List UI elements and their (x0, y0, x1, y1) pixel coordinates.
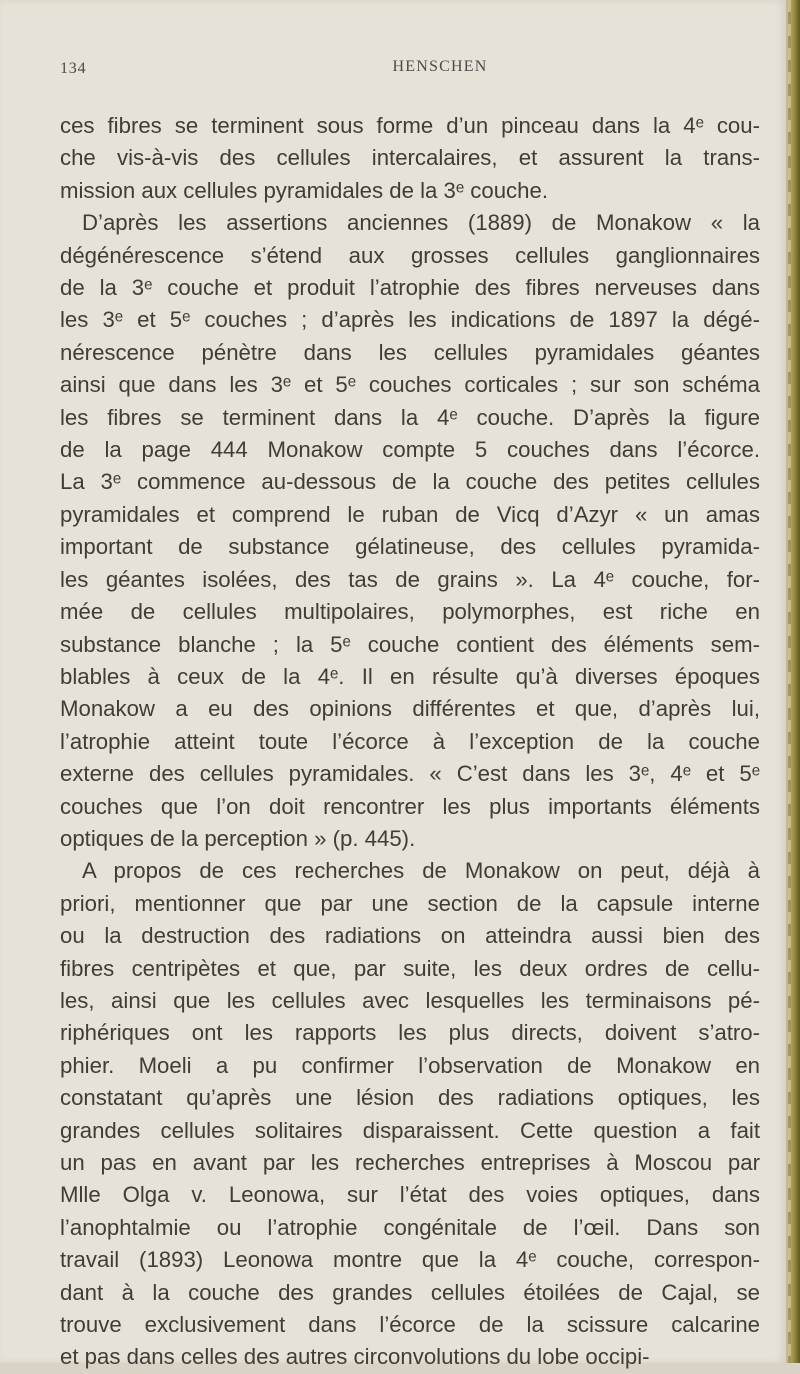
text-line: les géantes isolées, des tas de grains ». La 4ᵉ couche, for- (60, 566, 760, 592)
text-line: ces fibres se terminent sous forme d’un pinceau dans la 4ᵉ cou- (60, 113, 760, 138)
text-line: nérescence pénètre dans les cellules pyramidales géantes (60, 339, 760, 365)
text-line: important de substance gélatineuse, des cellules pyramida- (60, 534, 760, 560)
text-line: fibres centripètes et que, par suite, les deux ordres de cellu- (60, 955, 760, 981)
text-line: grandes cellules solitaires disparaissent. Cette question a fait (60, 1117, 760, 1143)
text-line: substance blanche ; la 5ᵉ couche contient des éléments sem- (60, 631, 760, 657)
text-line: riphériques ont les rapports les plus directs, doivent s’atro- (60, 1020, 760, 1046)
text-line: un pas en avant par les recherches entreprises à Moscou par (60, 1150, 760, 1175)
text-line: les 3ᵉ et 5ᵉ couches ; d’après les indications de 1897 la dégé- (60, 307, 760, 333)
page-number: 134 (60, 60, 87, 77)
text-line: optiques de la perception » (p. 445). (60, 825, 416, 851)
text-line: priori, mentionner que par une section de la capsule interne (60, 890, 760, 916)
text-line: ainsi que dans les 3ᵉ et 5ᵉ couches corticales ; sur son schéma (60, 372, 760, 398)
page-edge (786, 0, 800, 1363)
text-line: externe des cellules pyramidales. « C’est dans les 3ᵉ, 4ᵉ et 5ᵉ (60, 761, 760, 787)
text-line: mission aux cellules pyramidales de la 3ᵉ couche. (60, 177, 548, 203)
text-line: et pas dans celles des autres circonvolutions du lobe occipi- (60, 1344, 650, 1370)
text-line: l’anophtalmie ou l’atrophie congénitale de l’œil. Dans son (60, 1214, 760, 1240)
text-line: D’après les assertions anciennes (1889) de Monakow « la (82, 210, 760, 236)
text-line: couches que l’on doit rencontrer les plus importants éléments (60, 793, 760, 819)
text-line: pyramidales et comprend le ruban de Vicq d’Azyr « un amas (60, 501, 760, 527)
text-line: A propos de ces recherches de Monakow on peut, déjà à (82, 858, 760, 884)
text-line: Monakow a eu des opinions différentes et que, d’après lui, (60, 696, 760, 722)
text-line: dégénérescence s’étend aux grosses cellules ganglionnaires (60, 242, 760, 268)
body-text (60, 110, 760, 1374)
text-line: che vis-à-vis des cellules intercalaires, et assurent la trans- (60, 145, 760, 171)
text-line: mée de cellules multipolaires, polymorphes, est riche en (60, 599, 760, 625)
text-line: Mlle Olga v. Leonowa, sur l’état des voies optiques, dans (60, 1182, 760, 1208)
text-line: ou la destruction des radiations on atteindra aussi bien des (60, 923, 760, 949)
text-line: l’atrophie atteint toute l’écorce à l’exception de la couche (60, 728, 760, 754)
text-line: de la 3ᵉ couche et produit l’atrophie des fibres nerveuses dans (60, 275, 760, 301)
running-head: HENSCHEN (392, 58, 488, 75)
text-line: constatant qu’après une lésion des radiations optiques, les (60, 1085, 760, 1111)
text-line: de la page 444 Monakow compte 5 couches dans l’écorce. (60, 437, 760, 463)
text-line: les, ainsi que les cellules avec lesquelles les terminaisons pé- (60, 987, 760, 1013)
text-line: trouve exclusivement dans l’écorce de la scissure calcarine (60, 1312, 760, 1338)
text-line: blables à ceux de la 4ᵉ. Il en résulte qu’à diverses époques (60, 663, 760, 689)
text-line: dant à la couche des grandes cellules étoilées de Cajal, se (60, 1279, 760, 1305)
text-line: travail (1893) Leonowa montre que la 4ᵉ couche, correspon- (60, 1247, 760, 1273)
text-line: les fibres se terminent dans la 4ᵉ couche. D’après la figure (60, 404, 760, 430)
text-line: La 3ᵉ commence au-dessous de la couche des petites cellules (60, 469, 760, 495)
text-line: phier. Moeli a pu confirmer l’observation de Monakow en (60, 1052, 760, 1078)
page-header (60, 58, 760, 82)
